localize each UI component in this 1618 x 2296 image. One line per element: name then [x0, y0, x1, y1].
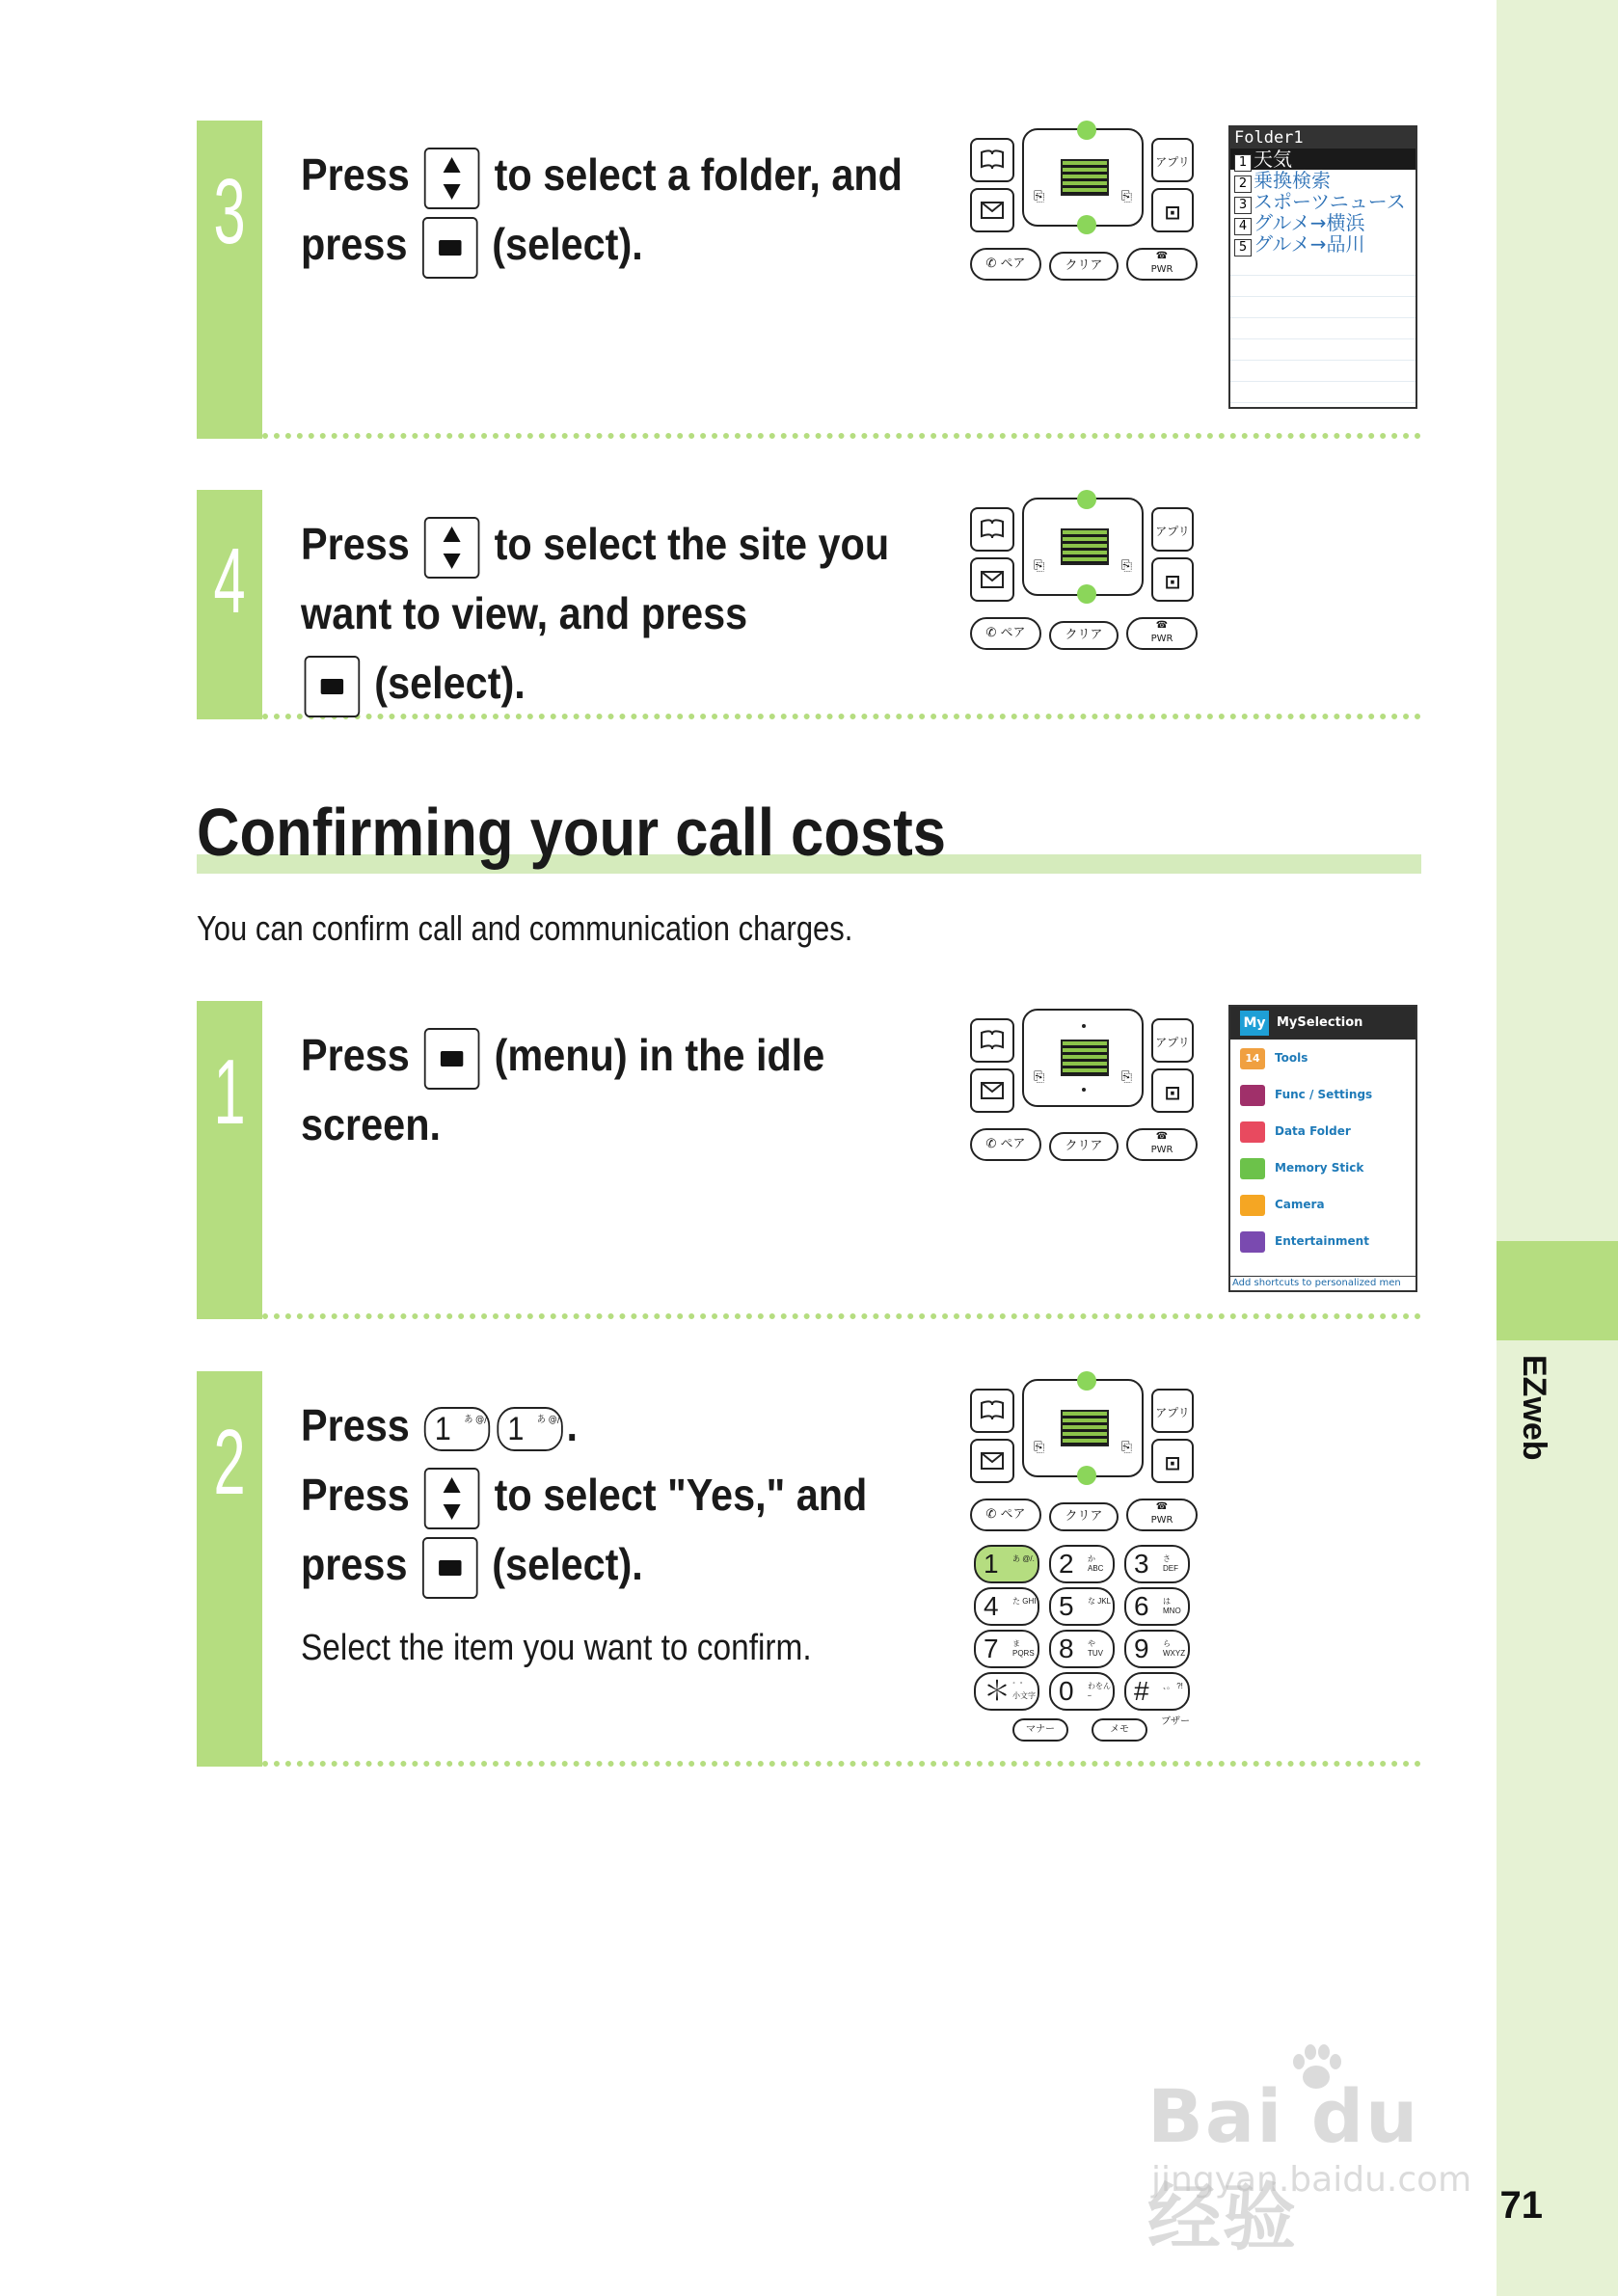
menu-footer: Add shortcuts to personalized men: [1230, 1276, 1417, 1290]
end-pwr-key: ☎ PWR: [1126, 1128, 1198, 1161]
instruction-text: want to view, and press: [301, 588, 748, 638]
word-press: Press: [301, 519, 410, 569]
screen-title: Folder1: [1230, 127, 1416, 149]
phone-keypad-diagram: [968, 1009, 1200, 1163]
word-press: Press: [301, 1470, 410, 1520]
menu-item-memory-stick[interactable]: Memory Stick: [1230, 1149, 1416, 1186]
appli-key: アプリ: [1151, 1018, 1194, 1063]
page-number: 71: [1499, 2184, 1543, 2227]
ez-key-icon: ⊡: [1151, 557, 1194, 602]
ez-key-icon: ⊡: [1151, 188, 1194, 232]
step-instructions: [301, 1391, 868, 1599]
memo-key: メモ: [1092, 1718, 1147, 1742]
toolbox-icon: [1240, 1085, 1265, 1106]
step-instructions: [301, 140, 903, 279]
watermark: [1147, 2054, 1514, 2260]
number-key-5: 5 な JKL: [1049, 1587, 1115, 1626]
menu-title-bar: My MySelection: [1230, 1007, 1416, 1040]
menu-item-entertainment[interactable]: Entertainment: [1230, 1223, 1416, 1259]
step-1: [197, 1001, 1421, 1319]
center-key-icon: [422, 1537, 478, 1599]
step-divider: [262, 1761, 1421, 1767]
number-key-0: 0 わをん ｰ: [1049, 1672, 1115, 1711]
number-key-8: 8 や TUV: [1049, 1630, 1115, 1668]
step-number: 3: [213, 160, 246, 263]
phone-keypad-diagram: [968, 498, 1200, 652]
entertainment-icon: [1240, 1231, 1265, 1253]
end-pwr-key: ☎ PWR: [1126, 248, 1198, 281]
appli-key: アプリ: [1151, 507, 1194, 552]
step-divider: [262, 1313, 1421, 1319]
dpad-icon: ⎘ ⎘: [1022, 1009, 1144, 1107]
step-4: [197, 490, 1421, 719]
nav-key-up-down-icon: [424, 1468, 480, 1529]
nav-key-up-down-icon: [424, 517, 480, 579]
instruction-text: to select a folder, and: [494, 149, 903, 200]
memory-stick-icon: [1240, 1158, 1265, 1179]
number-key-2: 2 か ABC: [1049, 1545, 1115, 1583]
clear-key: クリア: [1049, 1502, 1119, 1531]
word-press: press: [301, 1539, 408, 1589]
number-key-9: 9 ら WXYZ: [1124, 1630, 1190, 1668]
word-press: Press: [301, 1400, 410, 1450]
section-heading: [197, 791, 1421, 878]
buzzer-label: ブザー: [1161, 1716, 1190, 1727]
phone-full-keypad-diagram: [968, 1379, 1200, 1755]
manner-key: マナー: [1012, 1718, 1068, 1742]
appli-key: アプリ: [1151, 138, 1194, 182]
clear-key: クリア: [1049, 621, 1119, 650]
folder-item[interactable]: 4 グルメ→横浜: [1230, 212, 1416, 233]
section-intro: You can confirm call and communication charges.: [197, 908, 853, 948]
number-key-7: 7 ま PQRS: [974, 1630, 1039, 1668]
menu-item-tools[interactable]: 14 Tools: [1230, 1040, 1416, 1076]
step-number: 1: [213, 1040, 246, 1144]
end-pwr-key: ☎ PWR: [1126, 1499, 1198, 1531]
mail-key-icon: [970, 1439, 1014, 1483]
ez-key-icon: ⊡: [1151, 1439, 1194, 1483]
ez-key-icon: ⊡: [1151, 1068, 1194, 1113]
appli-key: アプリ: [1151, 1389, 1194, 1433]
instruction-text: (select).: [492, 1539, 643, 1589]
send-pair-key: ✆ ペア: [970, 1499, 1041, 1531]
mail-key-icon: [970, 188, 1014, 232]
sidebar-tab-ezweb[interactable]: [1497, 1241, 1618, 1340]
menu-item-camera[interactable]: Camera: [1230, 1186, 1416, 1223]
mail-key-icon: [970, 557, 1014, 602]
step-3: [197, 121, 1421, 439]
step-number: 2: [213, 1411, 246, 1514]
number-key-1: 1 あ @/.: [974, 1545, 1039, 1583]
number-key-star: ＊ ゛゜ 小文字: [974, 1672, 1039, 1711]
address-book-key-icon: [970, 507, 1014, 552]
instruction-text: (select).: [492, 219, 643, 269]
step-instructions: [301, 509, 890, 717]
instruction-text: to select "Yes," and: [494, 1470, 868, 1520]
menu-item-settings[interactable]: Func / Settings: [1230, 1076, 1416, 1113]
sidebar-strip: [1497, 0, 1618, 2296]
end-pwr-key: ☎ PWR: [1126, 617, 1198, 650]
step-divider: [262, 433, 1421, 439]
center-key-icon: [422, 217, 478, 279]
dpad-icon: ⎘ ⎘: [1022, 128, 1144, 227]
watermark-url: jingyan.baidu.com: [1151, 2160, 1472, 2200]
dpad-icon: ⎘ ⎘: [1022, 498, 1144, 596]
word-press: Press: [301, 1030, 410, 1080]
instruction-text: (select).: [374, 658, 526, 708]
center-key-icon: [424, 1028, 480, 1090]
send-pair-key: ✆ ペア: [970, 248, 1041, 281]
word-press: Press: [301, 149, 410, 200]
folder-item[interactable]: 3 スポーツニュース: [1230, 191, 1416, 212]
number-key-6: 6 は MNO: [1124, 1587, 1190, 1626]
step-note: Select the item you want to confirm.: [301, 1628, 812, 1668]
step-2: [197, 1371, 1421, 1767]
screen-main-menu: [1228, 1005, 1417, 1292]
menu-item-data-folder[interactable]: Data Folder: [1230, 1113, 1416, 1149]
watermark-text: Bai du 经验: [1147, 2073, 1420, 2260]
send-pair-key: ✆ ペア: [970, 617, 1041, 650]
key-1-icon: 1 あ @/.: [424, 1407, 490, 1451]
camera-icon: [1240, 1195, 1265, 1216]
send-pair-key: ✆ ペア: [970, 1128, 1041, 1161]
address-book-key-icon: [970, 1389, 1014, 1433]
instruction-text: .: [566, 1400, 579, 1450]
instruction-text: to select the site you: [494, 519, 890, 569]
mail-key-icon: [970, 1068, 1014, 1113]
folder-item[interactable]: 1 天気: [1230, 149, 1416, 170]
screen-folder-list: [1228, 125, 1417, 409]
number-key-hash: # 、。 ?!: [1124, 1672, 1190, 1711]
step-number: 4: [213, 529, 246, 633]
address-book-key-icon: [970, 138, 1014, 182]
section-title: Confirming your call costs: [197, 795, 946, 870]
phone-keypad-diagram: [968, 128, 1200, 283]
sidebar-label: EZweb: [1516, 1355, 1552, 1461]
dpad-icon: ⎘ ⎘: [1022, 1379, 1144, 1477]
number-key-4: 4 た GHI: [974, 1587, 1039, 1626]
number-key-3: 3 さ DEF: [1124, 1545, 1190, 1583]
step-instructions: [301, 1020, 839, 1159]
center-key-icon: [305, 656, 361, 717]
clear-key: クリア: [1049, 252, 1119, 281]
word-press: press: [301, 219, 408, 269]
key-1-icon: 1 あ @/.: [498, 1407, 563, 1451]
folder-item[interactable]: 2 乗換検索: [1230, 170, 1416, 191]
folder-item[interactable]: 5 グルメ→品川: [1230, 233, 1416, 255]
instruction-text: screen.: [301, 1099, 442, 1149]
clear-key: クリア: [1049, 1132, 1119, 1161]
calendar-icon: 14: [1240, 1048, 1265, 1069]
address-book-key-icon: [970, 1018, 1014, 1063]
nav-key-up-down-icon: [424, 148, 480, 209]
folder-icon: [1240, 1121, 1265, 1143]
my-selection-icon: My: [1240, 1011, 1269, 1036]
instruction-text: (menu) in the idle: [494, 1030, 825, 1080]
